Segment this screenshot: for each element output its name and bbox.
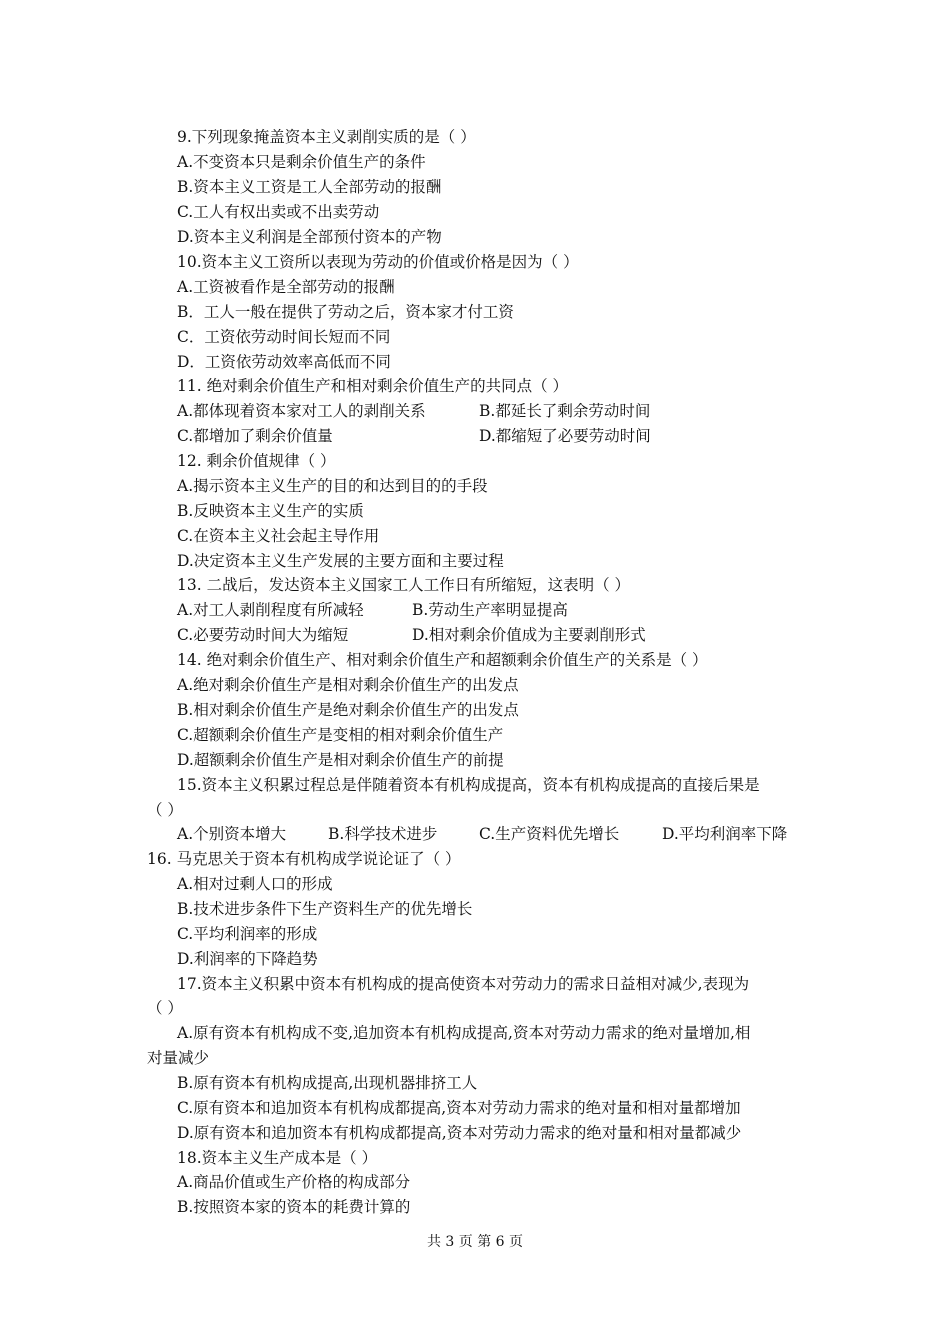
q18-option-b: B.按照资本家的资本的耗费计算的 [177, 1198, 411, 1216]
q17-option-a-continued: 对量减少 [147, 1049, 210, 1067]
q13-option-c: C.必要劳动时间大为缩短 [177, 626, 349, 644]
q10-option-b: B．工人一般在提供了劳动之后，资本家才付工资 [177, 303, 514, 321]
q12-option-a: A.揭示资本主义生产的目的和达到目的的手段 [177, 477, 488, 495]
question-17-stem: 17.资本主义积累中资本有机构成的提高使资本对劳动力的需求日益相对减少,表现为 [177, 975, 750, 993]
q12-option-d: D.决定资本主义生产发展的主要方面和主要过程 [177, 552, 504, 570]
q18-option-a: A.商品价值或生产价格的构成部分 [177, 1173, 411, 1191]
q13-option-b: B.劳动生产率明显提高 [412, 601, 568, 619]
question-18-stem: 18.资本主义生产成本是（ ） [177, 1149, 378, 1167]
q10-option-a: A.工资被看作是全部劳动的报酬 [177, 278, 395, 296]
q13-option-d: D.相对剩余价值成为主要剥削形式 [412, 626, 646, 644]
question-15-stem: 15.资本主义积累过程总是伴随着资本有机构成提高，资本有机构成提高的直接后果是 [177, 776, 760, 794]
q17-option-b: B.原有资本有机构成提高,出现机器排挤工人 [177, 1074, 478, 1092]
q14-option-b: B.相对剩余价值生产是绝对剩余价值生产的出发点 [177, 701, 519, 719]
question-9-stem: 9.下列现象掩盖资本主义剥削实质的是（ ） [177, 128, 476, 146]
q15-option-b: B.科学技术进步 [328, 825, 438, 843]
question-15-stem-continued: （ ） [147, 801, 183, 819]
q16-option-c: C.平均利润率的形成 [177, 925, 318, 943]
q12-option-b: B.反映资本主义生产的实质 [177, 502, 364, 520]
q11-option-c: C.都增加了剩余价值量 [177, 427, 333, 445]
q11-option-d: D.都缩短了必要劳动时间 [479, 427, 651, 445]
q9-option-d: D.资本主义利润是全部预付资本的产物 [177, 228, 442, 246]
q15-option-a: A.个别资本增大 [177, 825, 287, 843]
q17-option-c: C.原有资本和追加资本有机构成都提高,资本对劳动力需求的绝对量和相对量都增加 [177, 1099, 741, 1117]
question-11-stem: 11. 绝对剩余价值生产和相对剩余价值生产的共同点（ ） [177, 377, 569, 395]
q11-option-b: B.都延长了剩余劳动时间 [479, 402, 651, 420]
question-13-stem: 13. 二战后，发达资本主义国家工人工作日有所缩短，这表明（ ） [177, 576, 631, 594]
q9-option-a: A.不变资本只是剩余价值生产的条件 [177, 153, 426, 171]
q10-option-c: C．工资依劳动时间长短而不同 [177, 328, 391, 346]
question-17-stem-continued: （ ） [147, 999, 183, 1017]
question-10-stem: 10.资本主义工资所以表现为劳动的价值或价格是因为（ ） [177, 253, 579, 271]
q9-option-c: C.工人有权出卖或不出卖劳动 [177, 203, 380, 221]
question-16-stem: 16. 马克思关于资本有机构成学说论证了（ ） [147, 850, 461, 868]
q16-option-d: D.利润率的下降趋势 [177, 950, 318, 968]
q10-option-d: D．工资依劳动效率高低而不同 [177, 353, 391, 371]
q17-option-d: D.原有资本和追加资本有机构成都提高,资本对劳动力需求的绝对量和相对量都减少 [177, 1124, 742, 1142]
q14-option-a: A.绝对剩余价值生产是相对剩余价值生产的出发点 [177, 676, 519, 694]
question-12-stem: 12. 剩余价值规律（ ） [177, 452, 336, 470]
q14-option-d: D.超额剩余价值生产是相对剩余价值生产的前提 [177, 751, 504, 769]
q14-option-c: C.超额剩余价值生产是变相的相对剩余价值生产 [177, 726, 504, 744]
q11-option-a: A.都体现着资本家对工人的剥削关系 [177, 402, 426, 420]
q16-option-a: A.相对过剩人口的形成 [177, 875, 333, 893]
q9-option-b: B.资本主义工资是工人全部劳动的报酬 [177, 178, 442, 196]
q16-option-b: B.技术进步条件下生产资料生产的优先增长 [177, 900, 473, 918]
q17-option-a: A.原有资本有机构成不变,追加资本有机构成提高,资本对劳动力需求的绝对量增加,相 [177, 1024, 751, 1042]
q15-option-c: C.生产资料优先增长 [479, 825, 620, 843]
q12-option-c: C.在资本主义社会起主导作用 [177, 527, 380, 545]
page-footer: 共 3 页 第 6 页 [426, 1234, 524, 1250]
q13-option-a: A.对工人剥削程度有所减轻 [177, 601, 364, 619]
question-14-stem: 14. 绝对剩余价值生产、相对剩余价值生产和超额剩余价值生产的关系是（ ） [177, 651, 708, 669]
q15-option-d: D.平均利润率下降 [662, 825, 788, 843]
